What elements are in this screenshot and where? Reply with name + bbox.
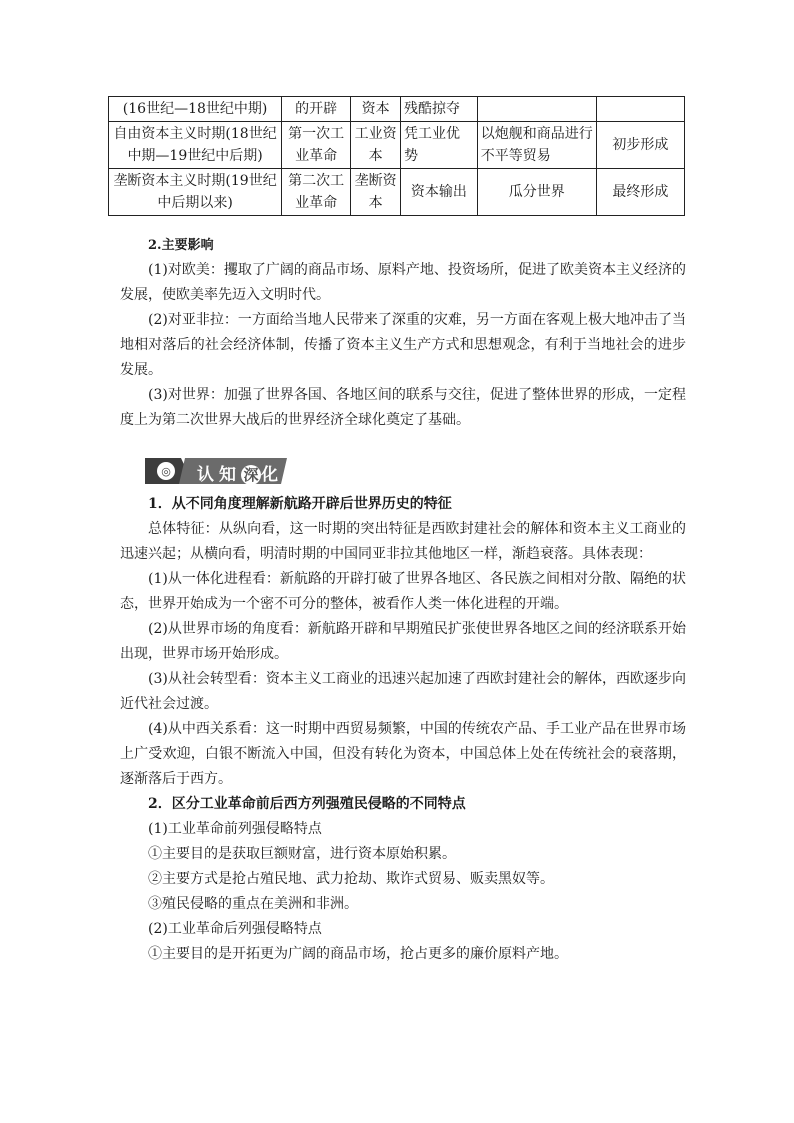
deepening-section xyxy=(120,492,686,967)
table-cell: (16世纪—18世纪中期) xyxy=(109,97,282,122)
table-cell: 工业资本 xyxy=(351,122,401,169)
banner-title: 认知 深 化 xyxy=(197,465,283,485)
table-row xyxy=(109,122,685,169)
table-row xyxy=(109,169,685,216)
list-item: ①主要目的是开拓更为广阔的商品市场，抢占更多的廉价原料产地。 xyxy=(148,946,568,962)
list-item: ②主要方式是抢占殖民地、武力抢劫、欺诈式贸易、贩卖黑奴等。 xyxy=(148,871,554,887)
list-item: ①主要目的是获取巨额财富，进行资本原始积累。 xyxy=(148,846,456,862)
table-cell: 垄断资本主义时期(19世纪中后期以来) xyxy=(109,169,282,216)
section-heading: 2．区分工业革命前后西方列强殖民侵略的不同特点 xyxy=(148,796,466,812)
paragraph: (3)从社会转型看：资本主义工商业的迅速兴起加速了西欧封建社会的解体，西欧逐步向近代社会过渡。 xyxy=(120,671,686,712)
paragraph: (2)对亚非拉：一方面给当地人民带来了深重的灾难，另一方面在客观上极大地冲击了当地相对落后的社会经济体制，传播了资本主义生产方式和思想观念，有利于当地社会的进步发展。 xyxy=(120,312,686,378)
table-row xyxy=(109,97,685,122)
table-cell: 的开辟 xyxy=(282,97,351,122)
paragraph: 总体特征：从纵向看，这一时期的突出特征是西欧封建社会的解体和资本主义工商业的迅速兴起；从横向看，明清时期的中国同亚非拉其他地区一样，渐趋衰落。具体表现： xyxy=(120,521,686,562)
paragraph: (2)从世界市场的角度看：新航路开辟和早期殖民扩张使世界各地区之间的经济联系开始出现，世界市场开始形成。 xyxy=(120,621,686,662)
paragraph: (4)从中西关系看：这一时期中西贸易频繁，中国的传统农产品、手工业产品在世界市场上广受欢迎，白银不断流入中国，但没有转化为资本，中国总体上处在传统社会的衰落期，逐渐落后于西方。 xyxy=(120,721,686,787)
sub-heading: (1)工业革命前列强侵略特点 xyxy=(148,821,322,837)
table-cell: 自由资本主义时期(18世纪中期—19世纪中后期) xyxy=(109,122,282,169)
table-cell: 资本输出 xyxy=(401,169,478,216)
section-banner xyxy=(145,456,287,486)
table-cell: 残酷掠夺 xyxy=(401,97,478,122)
colonial-history-table xyxy=(108,96,685,216)
table-cell: 第一次工业革命 xyxy=(282,122,351,169)
table-cell: 凭工业优势 xyxy=(401,122,478,169)
main-impact-section xyxy=(120,233,686,433)
table-cell: 第二次工业革命 xyxy=(282,169,351,216)
paragraph: (1)从一体化进程看：新航路的开辟打破了世界各地区、各民族之间相对分散、隔绝的状态，世界开始成为一个密不可分的整体，被看作人类一体化进程的开端。 xyxy=(120,571,686,612)
paragraph: (1)对欧美：攫取了广阔的商品市场、原料产地、投资场所，促进了欧美资本主义经济的发展，使欧美率先迈入文明时代。 xyxy=(120,262,686,303)
table-cell: 最终形成 xyxy=(596,169,684,216)
table-cell xyxy=(477,97,596,122)
list-item: ③殖民侵略的重点在美洲和非洲。 xyxy=(148,896,358,912)
table-cell: 初步形成 xyxy=(596,122,684,169)
table-cell: 资本 xyxy=(351,97,401,122)
sub-heading: (2)工业革命后列强侵略特点 xyxy=(148,921,322,937)
table-cell: 垄断资本 xyxy=(351,169,401,216)
table-cell xyxy=(596,97,684,122)
paragraph: (3)对世界：加强了世界各国、各地区间的联系与交往，促进了整体世界的形成，一定程度上为第二次世界大战后的世界经济全球化奠定了基础。 xyxy=(120,387,686,428)
table-cell: 瓜分世界 xyxy=(477,169,596,216)
table-cell: 以炮舰和商品进行不平等贸易 xyxy=(477,122,596,169)
section-heading: 2.主要影响 xyxy=(148,238,214,253)
svg-text:◎: ◎ xyxy=(161,465,171,478)
section-heading: 1．从不同角度理解新航路开辟后世界历史的特征 xyxy=(148,496,452,512)
banner-highlight: 深 xyxy=(241,465,261,485)
